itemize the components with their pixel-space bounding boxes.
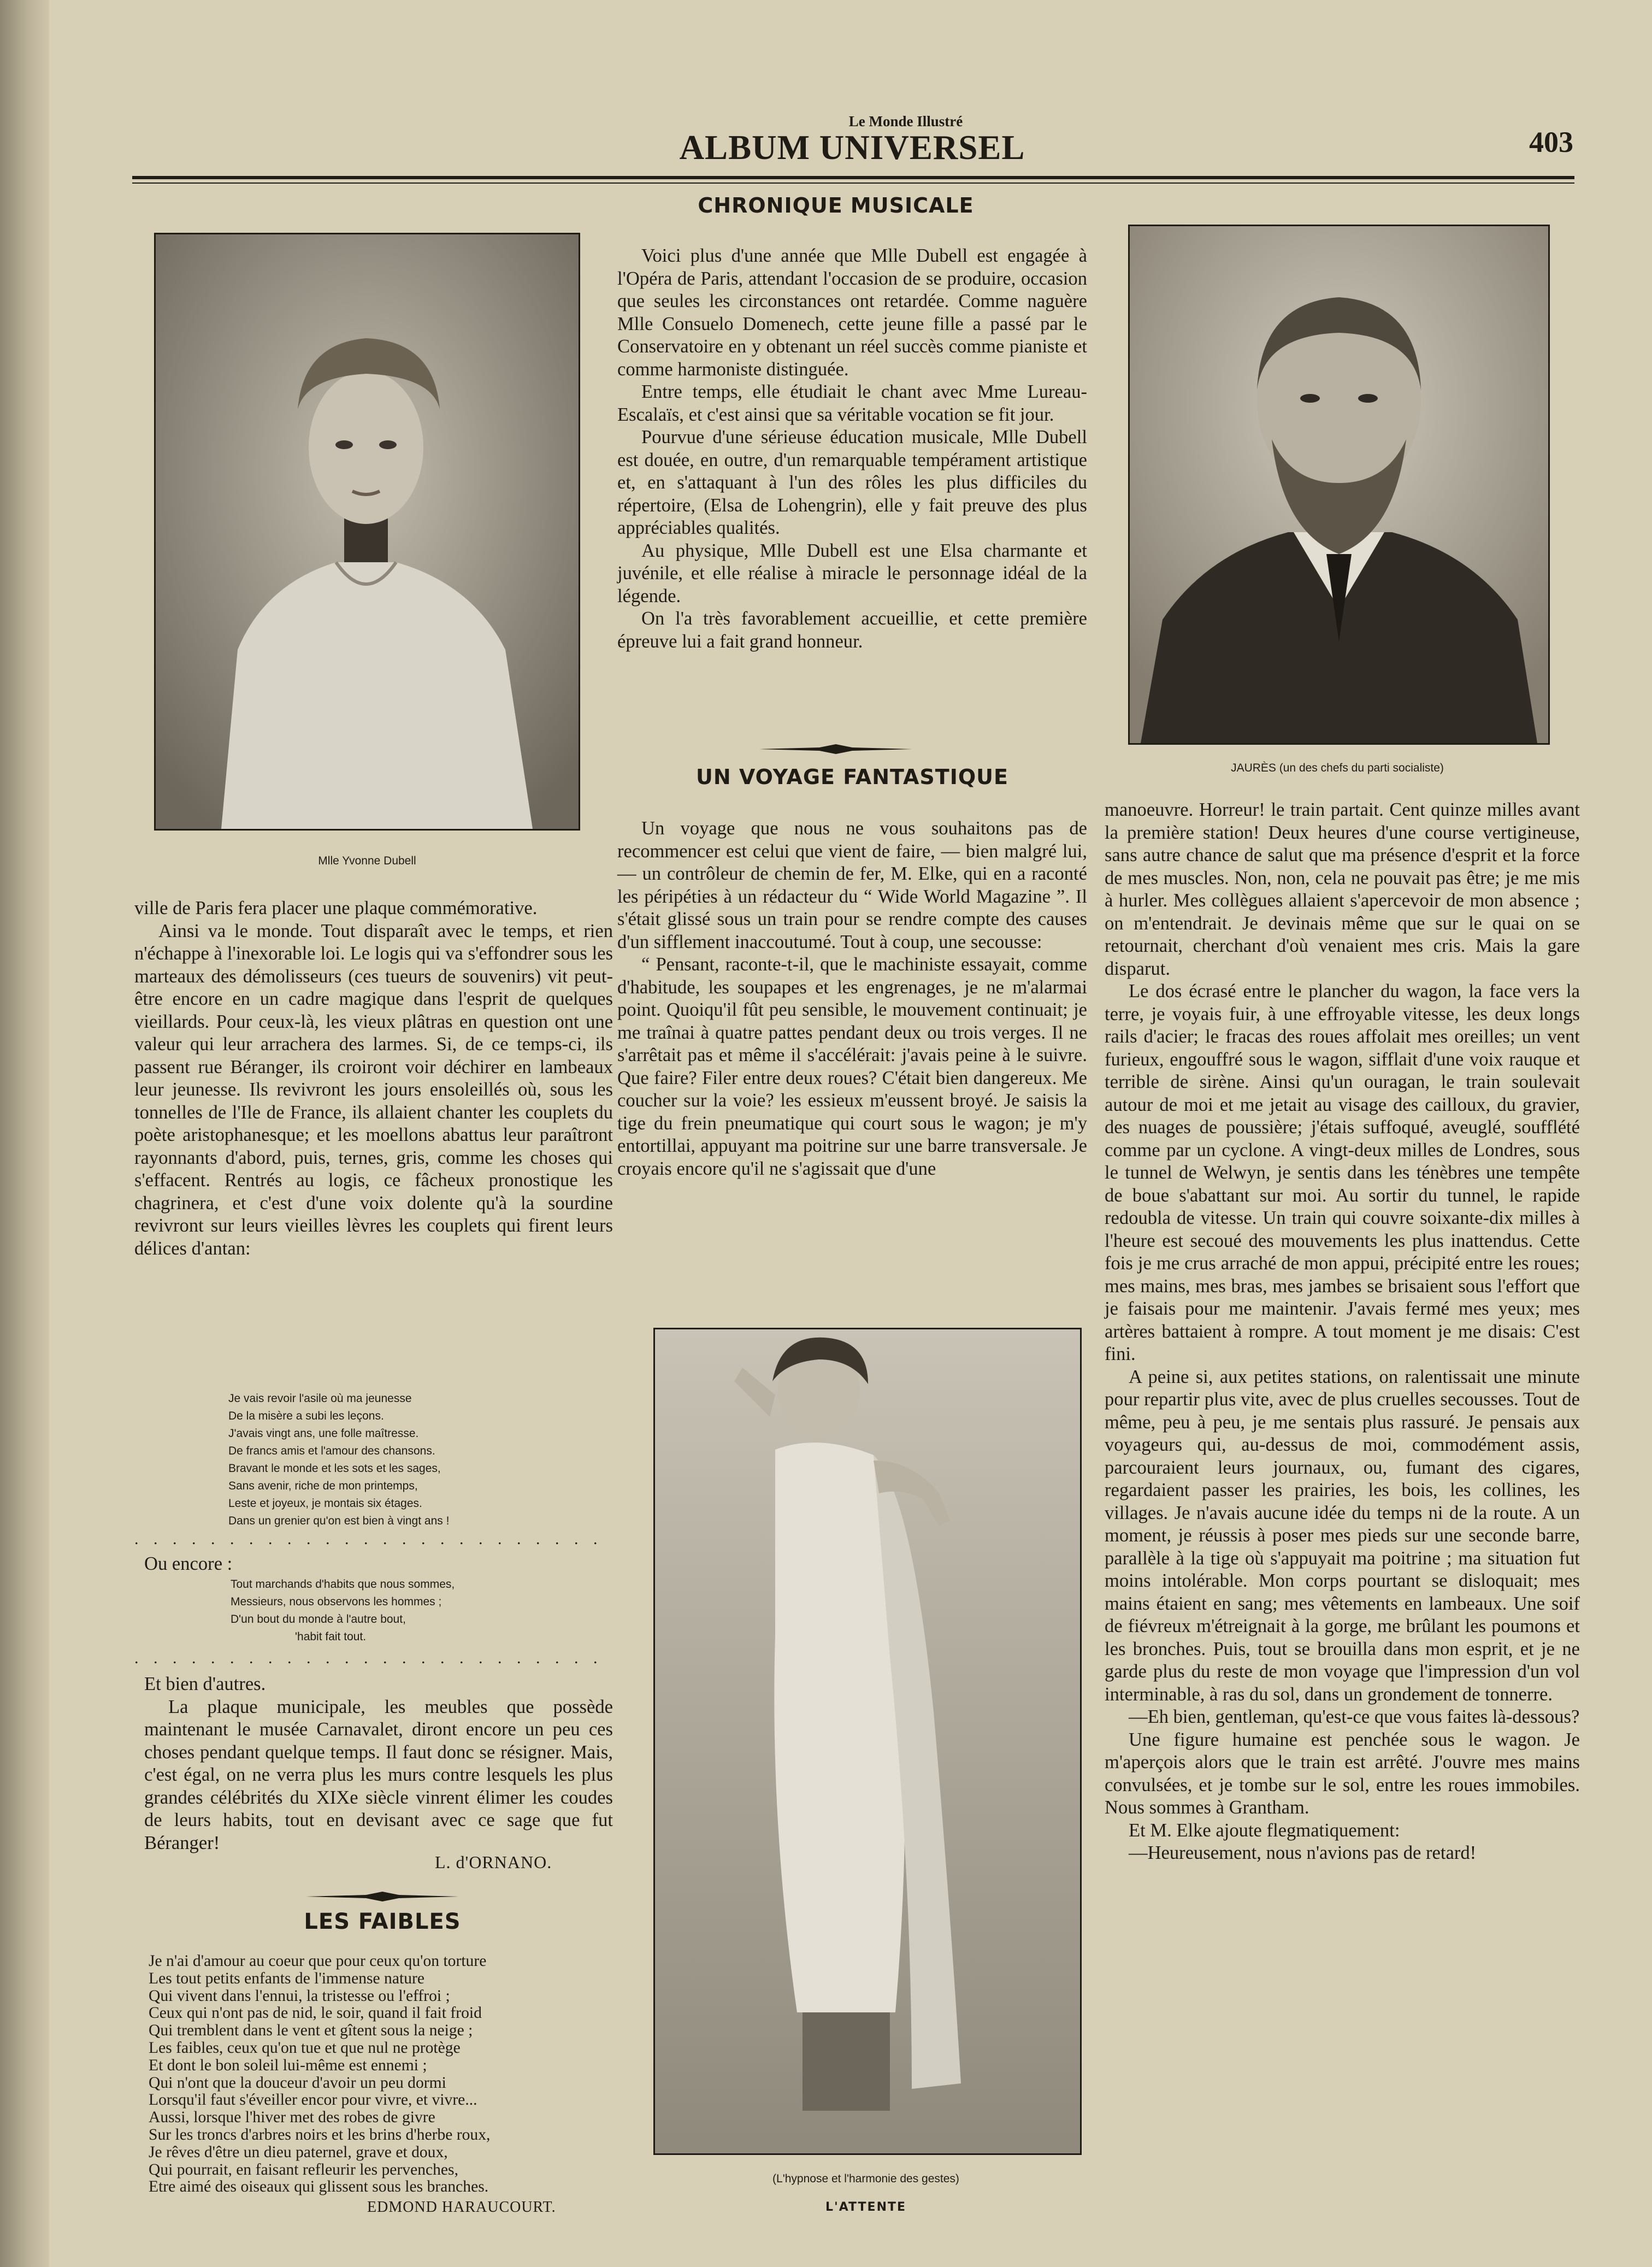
verse-line: Leste et joyeux, je montais six étages. — [228, 1497, 422, 1510]
verse-line: 'habit fait tout. — [295, 1630, 367, 1643]
header-rule-thin — [132, 182, 1574, 184]
left-closing — [144, 1673, 613, 1854]
column-left-article — [134, 897, 613, 1260]
headline-chronique-musicale: CHRONIQUE MUSICALE — [698, 193, 974, 217]
verse-line: Bravant le monde et les sots et les sages, — [228, 1462, 441, 1475]
verse-line: Tout marchands d'habits que nous sommes, — [231, 1578, 455, 1591]
voyage-paragraph: Une figure humaine est penchée sous le wagon. Je m'aperçois alors que le train est arrêté. J'ouvre mes mains convulsées, et je tombe sur le sol, entre les roues immobiles. Nous sommes à Grantham. — [1105, 1729, 1580, 1818]
poem-line: Les faibles, ceux qu'on tue et que nul ne protège — [149, 2039, 461, 2057]
beranger-verse-1 — [228, 1390, 611, 1530]
poem-line: Les tout petits enfants de l'immense nature — [149, 1969, 425, 1987]
poem-line: Etre aimé des oiseaux qui glissent sous les branches. — [149, 2178, 489, 2196]
photo-jaures — [1128, 225, 1550, 745]
voyage-paragraph: manoeuvre. Horreur! le train partait. Cent quinze milles avant la première station! Deux heures d'une course vertigineuse, sans autre chance de salut que ma présence d'esprit et la force de mes muscles. Non, non, cela ne pouvait pas être; je me mis à hurler. Mes collègues allaient s'apercevoir de mon absence ; on m'entendrait. Je devinais même que sur le quai on se retournait, cherchant d'où venaient mes cris. Mais la gare disparut. — [1105, 799, 1580, 979]
poem-line: Lorsqu'il faut s'éveiller encor pour vivre, et vivre... — [149, 2091, 477, 2109]
column-voyage-center — [617, 817, 1087, 1180]
verse-line: Sans avenir, riche de mon printemps, — [228, 1480, 418, 1492]
beranger-verse-2 — [231, 1576, 613, 1646]
left-paragraph: ville de Paris fera placer une plaque commémorative. — [134, 898, 538, 918]
headline-voyage-fantastique: UN VOYAGE FANTASTIQUE — [696, 765, 1008, 789]
poem-line: Qui vivent dans l'ennui, la tristesse ou l'effroi ; — [149, 1987, 450, 2005]
poem-line: Qui n'ont que la douceur d'avoir un peu dormi — [149, 2074, 446, 2092]
poem-line: Je n'ai d'amour au coeur que pour ceux qu'on torture — [149, 1952, 487, 1970]
page-number: 403 — [1529, 126, 1573, 158]
voyage-paragraph: Et M. Elke ajoute flegmatiquement: — [1129, 1820, 1400, 1841]
masthead-supertitle: Le Monde Illustré — [848, 113, 963, 129]
signature-ornano: L. d'ORNANO. — [435, 1852, 552, 1872]
voyage-paragraph: —Heureusement, nous n'avions pas de retard! — [1129, 1842, 1477, 1863]
header-rule-thick — [132, 176, 1574, 179]
poem-line: Sur les troncs d'arbres noirs et les brins d'herbe roux, — [149, 2125, 491, 2144]
voyage-paragraph: “ Pensant, raconte-t-il, que le machiniste essayait, comme d'habitude, les soupapes et les engrenages, je ne m'alarmai point. Quoiqu'il fût peu sensible, le mouvement continuait; je me traînai à quatre pattes pendant deux ou trois verges. Il ne s'arrêtait pas et même il s'accélérait: j'avais peine à le suivre. Que faire? Filer entre deux roues? C'était bien dangereux. Me coucher sur la voie? les essieux m'eussent broyé. Je saisis la tige du frein pneumatique qui court sous le wagon; je m'y entortillai, appuyant ma poitrine sur une barre transversale. Je croyais encore qu'il ne s'agissait que d'une — [617, 954, 1087, 1179]
caption-yvonne-dubell: Mlle Yvonne Dubell — [318, 855, 416, 867]
left-paragraph: Ainsi va le monde. Tout disparaît avec le temps, et rien n'échappe à l'inexorable loi. Le logis qui va s'effondrer sous les marteaux des démolisseurs (ces tueurs de souvenirs) vit peut-être encore en un cadre magique dans l'esprit de quelques vieillards. Pour ceux-là, les vieux plâtras en question ont une valeur qui leur arrachera des larmes. Si, de ce temps-ci, ils passent rue Béranger, ils croiront voir déchirer en lambeaux leur jeunesse. Ils revivront les jours ensoleillés où, sous les tonnelles de l'Ile de France, ils allaient chanter les couplets du poète aristophanesque; et les moellons abattus leur paraîtront rayonnants d'abord, puis, ternes, gris, comme les choses qui s'effacent. Rentrés au logis, ce fâcheux pronostique les chagrinera, et c'est d'une voix dolente qu'à la sourdine revivront sur leurs vieilles lèvres les couplets qui firent leurs délices d'antan: — [134, 920, 613, 1259]
voyage-paragraph: Un voyage que nous ne vous souhaitons pas de recommencer est celui que vient de faire, — bien malgré lui, — un contrôleur de chemin de fer, M. Elke, qui en a raconté les péripéties à un rédacteur du “ Wide World Magazine ”. Il s'était glissé sous un train pour se rendre compte des causes d'un sifflement inaccoutumé. Tout à coup, une secousse: — [617, 818, 1087, 952]
page-gutter-shadow — [0, 0, 49, 2267]
column-chronique-musicale — [617, 245, 1087, 653]
section-divider-ornament — [306, 1892, 459, 1901]
voyage-paragraph: Le dos écrasé entre le plancher du wagon, la face vers la terre, je voyais fuir, à une effroyable vitesse, les deux longs rails d'acier; le fracas des roues affolait mes oreilles; un vent furieux, engouffré sous le wagon, sifflait d'une voix rauque et terrible de sirène. Ainsi qu'un ouragan, le train soulevait autour de moi et me jetait au visage des cailloux, du gravier, des nuages de poussière; j'étais suffoqué, aveuglé, soufflété comme par un cyclone. A vingt-deux milles de Londres, sous le tunnel de Welwyn, je sentis dans les ténèbres une tempête de boue s'abattant sur moi. Au sortir du tunnel, le rapide redoubla de vitesse. Un train qui couvre soixante-dix milles à l'heure est secoué des mouvements les plus inattendus. Cette fois je me crus arraché de mon appui, précipité entre les roues; mes mains, mes bras, mes jambes se brisaient sous l'effort que je faisais pour me maintenir. J'avais fermé mes yeux; mes artères battaient à rompre. A tout moment je me disais: C'est fini. — [1105, 981, 1580, 1364]
standing-woman-illustration — [655, 1329, 1080, 2153]
left-paragraph: La plaque municipale, les meubles que possède maintenant le musée Carnavalet, diront encore un peu ces choses pendant quelque temps. Il faut donc se résigner. Mais, c'est égal, on ne verra plus les murs contre lesquels les plus grandes célébrités du XIXe siècle vinrent élimer les coudes de leurs habits, tout en devisant avec ce sage que fut Béranger! — [144, 1696, 613, 1853]
ellipsis-divider: . . . . . . . . . . . . . . . . . . . . . . . . . — [134, 1649, 603, 1667]
verse-line: J'avais vingt ans, une folle maîtresse. — [228, 1427, 419, 1440]
verse-line: De la misère a subi les leçons. — [228, 1410, 384, 1422]
ou-encore-line — [144, 1553, 472, 1576]
signature-haraucourt: EDMOND HARAUCOURT. — [367, 2199, 556, 2216]
photo-yvonne-dubell — [154, 233, 580, 831]
verse-line: D'un bout du monde à l'autre bout, — [231, 1613, 406, 1626]
ou-encore-text: Ou encore : — [144, 1553, 233, 1574]
chronique-paragraph: Voici plus d'une année que Mlle Dubell est engagée à l'Opéra de Paris, attendant l'occasion de se produire, occasion que seules les circonstances ont retardée. Comme naguère Mlle Consuelo Domenech, cette jeune fille a passé par le Conservatoire en y obtenant un réel succès comme pianiste et comme harmoniste distinguée. — [617, 245, 1087, 380]
et-bien-text: Et bien d'autres. — [144, 1674, 266, 1694]
poem-line: Je rêves d'être un dieu paternel, grave et doux, — [149, 2143, 448, 2161]
title-l-attente: L'ATTENTE — [825, 2200, 907, 2214]
verse-line: Je vais revoir l'asile où ma jeunesse — [228, 1392, 412, 1405]
verse-line: De francs amis et l'amour des chansons. — [228, 1445, 435, 1457]
poem-line: Ceux qui n'ont pas de nid, le soir, quand il fait froid — [149, 2004, 482, 2022]
poem-line: Qui pourrait, en faisant refleurir les pervenches, — [149, 2160, 458, 2178]
poem-line: Aussi, lorsque l'hiver met des robes de givre — [149, 2109, 435, 2127]
voyage-paragraph: —Eh bien, gentleman, qu'est-ce que vous faites là-dessous? — [1129, 1706, 1580, 1727]
poem-line: Qui tremblent dans le vent et gîtent sous la neige ; — [149, 2022, 473, 2040]
headline-les-faibles: LES FAIBLES — [304, 1909, 461, 1934]
caption-l-attente: (L'hypnose et l'harmonie des gestes) — [772, 2172, 959, 2185]
verse-line: Dans un grenier qu'on est bien à vingt ans ! — [228, 1515, 450, 1527]
section-divider-ornament — [759, 744, 912, 754]
column-voyage-right — [1105, 799, 1580, 1865]
poem-les-faibles — [149, 1953, 618, 2196]
voyage-paragraph: A peine si, aux petites stations, on ralentissait une minute pour repartir plus vite, avec de plus cruelles secousses. Tout de même, peu à peu, je me sentais plus rassuré. Je pensais aux voyageurs qui, au-dessus de moi, commodément assis, parcouraient leurs journaux, ou, fumant des cigares, regardaient passer les prairies, les bois, les collines, les villages. Je n'avais aucune idée du temps ni de la route. A un moment, je réussis à poser mes pieds sur une seconde barre, parallèle à la tige où s'appuyait ma poitrine ; ma situation fut moins intolérable. Mon corps pourtant se disloquait; mes mains étaient en sang; mes vêtements en lambeaux. Une soif de fiévreux m'étreignait à la gorge, me brûlant les poumons et les bronches. Puis, tout se brouilla dans mon esprit, et je ne garde plus du reste de mon voyage que l'impression d'un vol interminable, à ras du sol, dans un grondement de tonnerre. — [1105, 1366, 1580, 1705]
verse-line: Messieurs, nous observons les hommes ; — [231, 1595, 442, 1608]
chronique-paragraph: Au physique, Mlle Dubell est une Elsa charmante et juvénile, et elle réalise à miracle le personnage idéal de la légende. — [617, 540, 1087, 607]
portrait-man-illustration — [1130, 226, 1548, 743]
caption-jaures: JAURÈS (un des chefs du parti socialiste) — [1231, 762, 1444, 774]
chronique-paragraph: On l'a très favorablement accueillie, et cette première épreuve lui a fait grand honneur. — [617, 608, 1087, 652]
masthead-title: ALBUM UNIVERSEL — [679, 128, 1025, 167]
ellipsis-divider: . . . . . . . . . . . . . . . . . . . . . . . . . — [134, 1530, 603, 1548]
chronique-paragraph: Entre temps, elle étudiait le chant avec Mme Lureau-Escalaïs, et c'est ainsi que sa véritable vocation se fit jour. — [617, 381, 1087, 425]
poem-line: Et dont le bon soleil lui-même est ennemi ; — [149, 2056, 427, 2074]
photo-l-attente — [653, 1328, 1082, 2155]
portrait-woman-illustration — [156, 234, 579, 829]
chronique-paragraph: Pourvue d'une sérieuse éducation musicale, Mlle Dubell est douée, en outre, d'un remarquable tempérament artistique et, en s'attaquant à l'un des rôles les plus difficiles du répertoire, (Elsa de Lohengrin), elle y fait preuve des plus appréciables qualités. — [617, 427, 1087, 538]
